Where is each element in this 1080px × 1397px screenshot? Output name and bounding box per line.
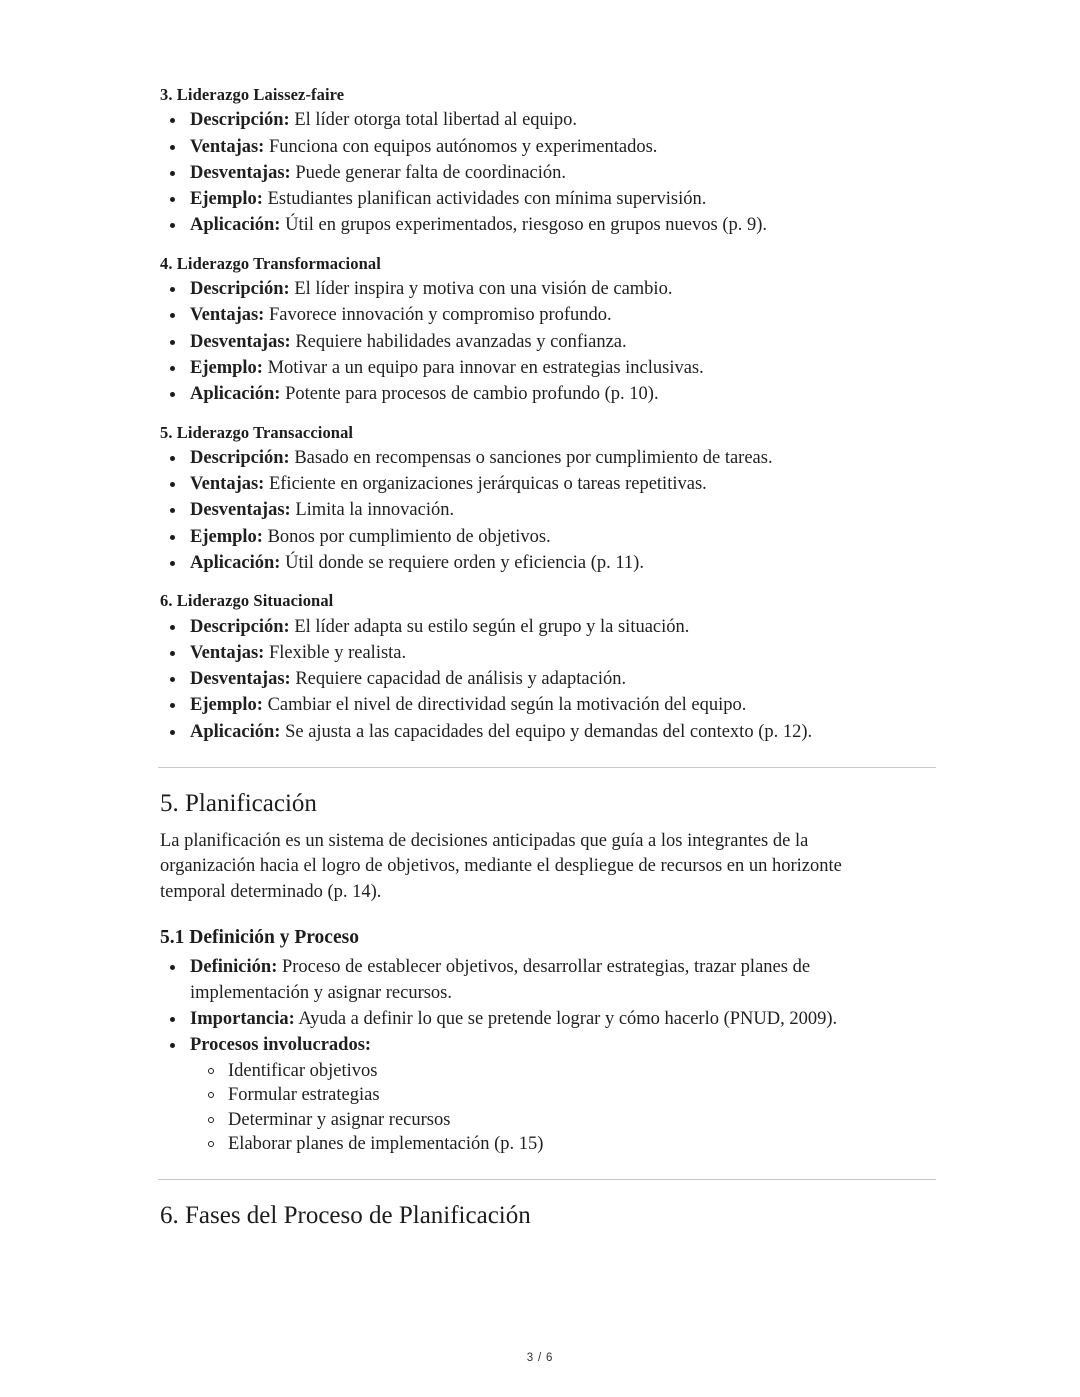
leadership-style-block <box>158 253 928 408</box>
list-item <box>158 1033 928 1157</box>
list-item-text: Potente para procesos de cambio profundo (p. 10). <box>280 384 659 405</box>
list-item-label: Ejemplo: <box>190 526 263 547</box>
list-item <box>158 551 928 576</box>
list-item-label: Ejemplo: <box>190 189 263 210</box>
list-item-label: Ventajas: <box>190 474 265 495</box>
subsection-heading-definicion-proceso: 5.1 Definición y Proceso <box>160 927 359 948</box>
list-item-label: Desventajas: <box>190 331 291 352</box>
list-item-text: El líder inspira y motiva con una visión de cambio. <box>289 279 673 300</box>
list-item-label: Ventajas: <box>190 136 265 157</box>
section-divider <box>158 1179 936 1180</box>
list-item <box>158 693 928 718</box>
list-item <box>158 135 928 160</box>
style-bullet-list <box>158 277 928 407</box>
list-item <box>158 641 928 666</box>
list-item-text: Proceso de establecer objetivos, desarrollar estrategias, trazar planes de implementación y asignar recursos. <box>190 957 811 1003</box>
list-item-text: Se ajusta a las capacidades del equipo y demandas del contexto (p. 12). <box>280 721 813 742</box>
list-item-text: Motivar a un equipo para innovar en estrategias inclusivas. <box>262 357 704 378</box>
list-item-text: Bonos por cumplimiento de objetivos. <box>262 526 551 547</box>
list-item-label: Ventajas: <box>190 642 265 663</box>
list-item-label: Aplicación: <box>190 552 281 573</box>
list-item-text: Útil donde se requiere orden y eficiencia (p. 11). <box>280 552 644 573</box>
list-item-label: Aplicación: <box>190 721 281 742</box>
list-item <box>158 213 928 238</box>
nested-bullet-list <box>190 1059 928 1157</box>
leadership-style-block <box>158 84 928 239</box>
style-bullet-list <box>158 446 928 576</box>
leadership-style-block <box>158 422 928 577</box>
list-item-text: Funciona con equipos autónomos y experimentados. <box>264 136 658 157</box>
list-item <box>158 187 928 212</box>
list-item <box>158 525 928 550</box>
list-item <box>158 356 928 381</box>
list-item-label: Ejemplo: <box>190 695 263 716</box>
list-item-text: Estudiantes planifican actividades con mínima supervisión. <box>262 189 707 210</box>
nested-list-item: Formular estrategias <box>190 1083 928 1108</box>
list-item <box>158 955 928 1006</box>
list-item <box>158 1007 928 1032</box>
list-item <box>158 446 928 471</box>
style-bullet-list <box>158 108 928 238</box>
list-item-label: Ventajas: <box>190 305 265 326</box>
nested-list-item: Identificar objetivos <box>190 1059 928 1084</box>
style-heading: 4. Liderazgo Transformacional <box>160 253 381 273</box>
page-number: 3 / 6 <box>526 1352 554 1364</box>
list-item-label: Desventajas: <box>190 669 291 690</box>
list-item-text: Basado en recompensas o sanciones por cumplimiento de tareas. <box>289 447 773 468</box>
list-item <box>158 382 928 407</box>
section-divider <box>158 767 936 768</box>
list-item-text: El líder adapta su estilo según el grupo y la situación. <box>289 616 690 637</box>
list-item-text: Requiere habilidades avanzadas y confianza. <box>290 331 627 352</box>
section-heading-fases: 6. Fases del Proceso de Planificación <box>160 1201 531 1229</box>
list-item-label: Definición: <box>190 957 278 978</box>
list-item-text: Puede generar falta de coordinación. <box>290 162 567 183</box>
leadership-style-block <box>158 590 928 745</box>
style-bullet-list <box>158 615 928 745</box>
list-item <box>158 303 928 328</box>
list-item <box>158 108 928 133</box>
list-item-label: Aplicación: <box>190 215 281 236</box>
list-item-label: Descripción: <box>190 110 290 131</box>
list-item-label: Importancia: <box>190 1008 295 1029</box>
list-item-text: El líder otorga total libertad al equipo. <box>289 110 578 131</box>
list-item <box>158 667 928 692</box>
subsection-bullet-list <box>158 955 928 1157</box>
page-footer <box>0 1352 1080 1364</box>
list-item-label: Descripción: <box>190 279 290 300</box>
list-item-text: Flexible y realista. <box>264 642 407 663</box>
list-item <box>158 277 928 302</box>
section-paragraph: La planificación es un sistema de decisiones anticipadas que guía a los integrantes de la organización hacia el logro de objetivos, mediante el despliegue de recursos en un horizonte temporal determinado (p. 14). <box>160 830 842 902</box>
list-item-label: Descripción: <box>190 616 290 637</box>
list-item <box>158 161 928 186</box>
list-item-text: Útil en grupos experimentados, riesgoso en grupos nuevos (p. 9). <box>280 215 768 236</box>
nested-list-item: Elaborar planes de implementación (p. 15) <box>190 1132 928 1157</box>
list-item-text: Cambiar el nivel de directividad según la motivación del equipo. <box>262 695 747 716</box>
list-item <box>158 330 928 355</box>
list-item-label: Descripción: <box>190 447 290 468</box>
list-item <box>158 472 928 497</box>
list-item-label: Ejemplo: <box>190 357 263 378</box>
list-item-label: Desventajas: <box>190 162 291 183</box>
list-item-text: Limita la innovación. <box>290 500 455 521</box>
list-item-label: Aplicación: <box>190 384 281 405</box>
list-item-text: Ayuda a definir lo que se pretende lograr y cómo hacerlo (PNUD, 2009). <box>294 1008 838 1029</box>
style-heading: 5. Liderazgo Transaccional <box>160 422 354 442</box>
nested-list-item: Determinar y asignar recursos <box>190 1108 928 1133</box>
list-item <box>158 615 928 640</box>
list-item <box>158 720 928 745</box>
list-item-text: Eficiente en organizaciones jerárquicas o tareas repetitivas. <box>264 474 707 495</box>
style-heading: 6. Liderazgo Situacional <box>160 591 334 611</box>
style-heading: 3. Liderazgo Laissez-faire <box>160 85 345 104</box>
list-item-text: Requiere capacidad de análisis y adaptación. <box>290 669 627 690</box>
section-heading-planificacion: 5. Planificación <box>160 790 317 817</box>
list-item-text: Favorece innovación y compromiso profundo. <box>264 305 612 326</box>
list-item-label: Procesos involucrados: <box>190 1035 372 1056</box>
list-item <box>158 498 928 523</box>
list-item-label: Desventajas: <box>190 500 291 521</box>
